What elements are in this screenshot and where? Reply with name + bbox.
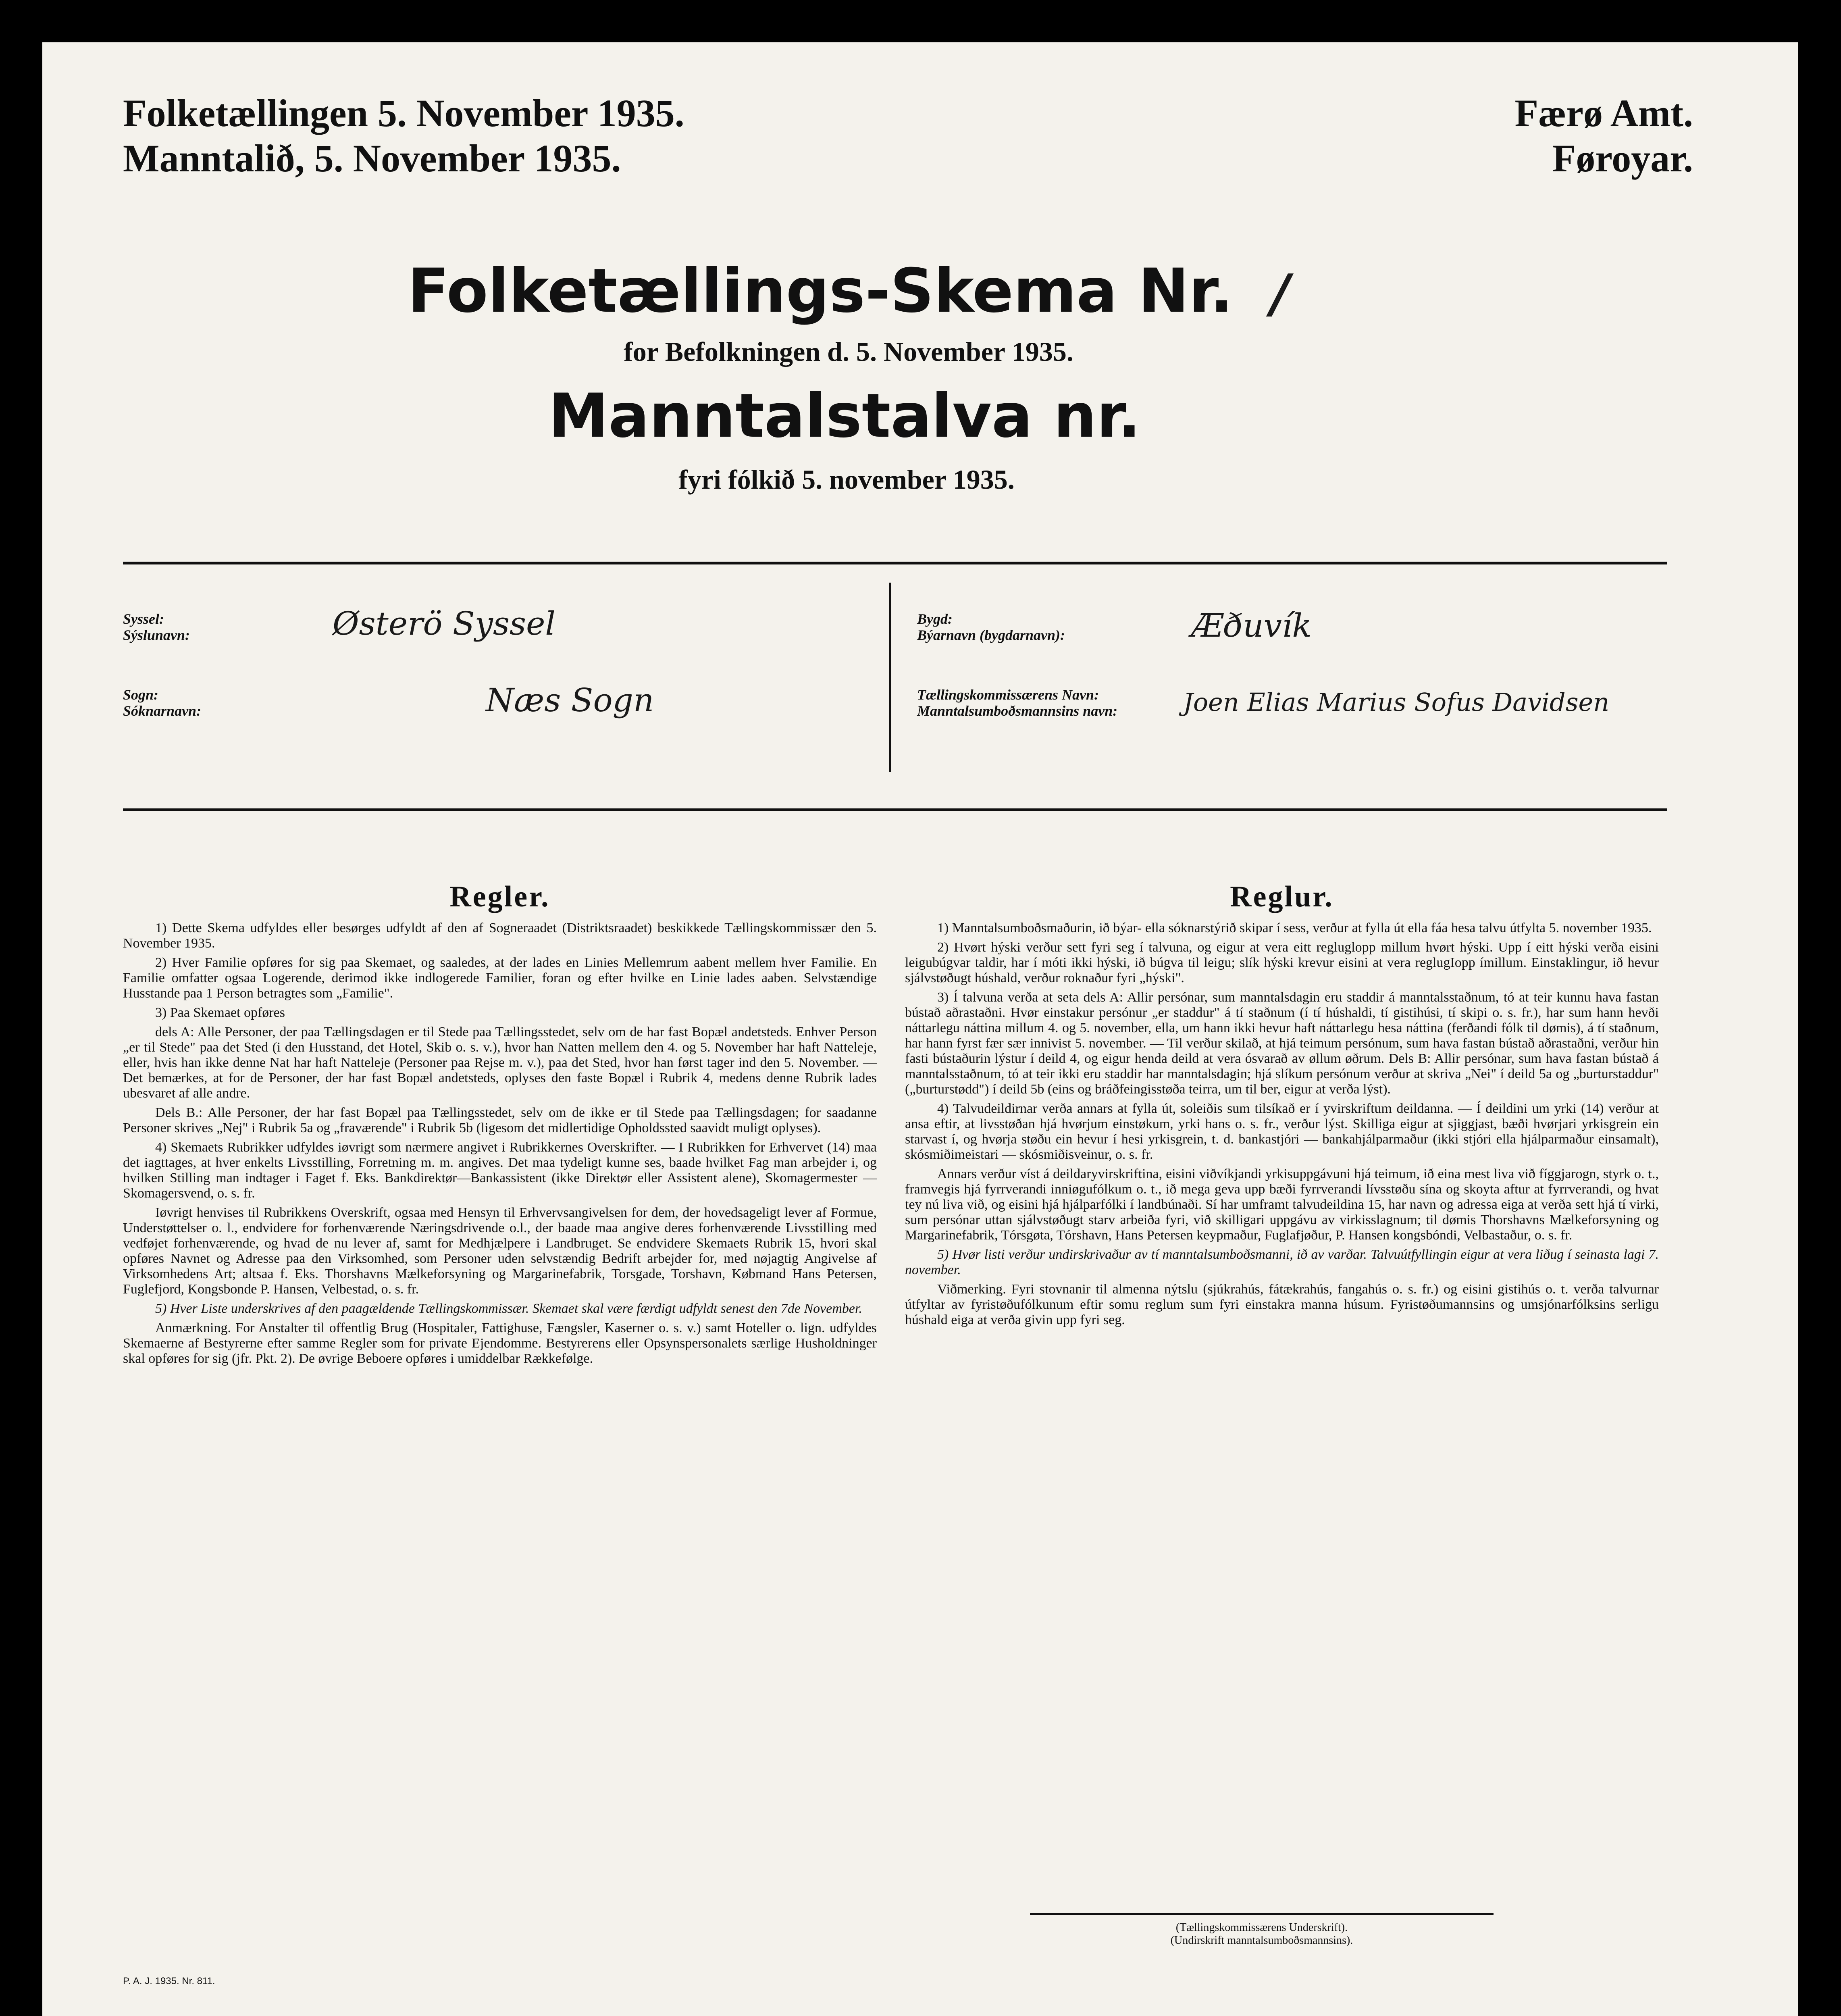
regler-p9: Anmærkning. For Anstalter til offentlig Brug (Hospitaler, Fattighuse, Fængsler, Kaserner o. s. v.) samt Hoteller o. lign. udfyldes Skemaerne af Bestyrerne efter samme Regler som for private Ejendomme. Bestyrerens eller Opsynspersonalets særlige Husholdninger skal opføres for sig (jfr. Pkt. 2). De øvrige Beboere opføres i umiddelbar Rækkefølge.	[123, 1320, 877, 1366]
form-title	[42, 256, 1655, 326]
form-title-text: Folketællings-Skema Nr.	[408, 256, 1233, 326]
reglur-p4: 4) Talvudeildirnar verða annars at fylla út, soleiðis sum tilsíkað er í yvirskriftum deildanna. — Í deildini um yrki (14) verður at ansa eftir, at livsstøðan hjá hvørjum einstøkum, yrki hans o. s. fr., verður lýst. Skilliga eigur at sjiggjast, bæði hvørjari yrkisgrein ein starvast í, og hvørja støðu ein hevur í hesi yrkisgrein, t. d. bankastjóri — bankahjálparmaður (ikki stjóri ella hjálparmaður einsamalt), skósmiðimeistari — skósmiðisveinur, o. s. fr.	[905, 1101, 1659, 1162]
regler-section	[123, 880, 877, 1370]
reglur-heading: Reglur.	[1230, 880, 1334, 913]
reglur-p5: Annars verður víst á deildaryvirskriftina, eisini viðvíkjandi yrkisuppgávuni hjá teimum, ið eina mest liva við fíggjarogn, styrk o. t., framvegis hjá fyrrverandi inniøgufólkum o. t., ið mega geva upp bæði fyrrverandi lívsstøðu sína og skoyta aftur at fyrrverandi, og hvat tey nú liva við, og eisini hjá hjálparfólki í landbúnaði. Sí har umframt talvudeildina 15, har navn og adressa eiga at verða sett hjá tí virki, sum persónar uttan sjálvstøðugt starv arbeiða fyri, við skilligari uppgávu av virkisslagnum; til dømis Thorshavns Mælkeforsyning og Margarinefabrik, Tórsgøta, Tórshavn, Hans Petersen keypmaður, Fuglafjøður, P. Hansen kongsbóndi, Velbastaður, o. s. fr.	[905, 1166, 1659, 1243]
form-subtitle-faroese: fyri fólkið 5. november 1935.	[678, 464, 1015, 495]
signature-caption: (Tællingskommissærens Underskrift). (Undirskrift manntalsumboðsmannsins).	[1170, 1921, 1353, 1947]
field-divider	[889, 583, 891, 772]
kommissaer-label: Tællingskommissærens Navn: Manntalsumboðsmannsins navn:	[917, 687, 1118, 719]
regler-heading: Regler.	[449, 880, 550, 913]
form-title-faroese: Manntalstalva nr.	[548, 381, 1141, 451]
regler-p5: Dels B.: Alle Personer, der har fast Bopæl paa Tællingsstedet, selv om de ikke er til Stede paa Tællingsdagen; for saadanne Personer skrives „Nej" i Rubrik 5a og „fraværende" i Rubrik 5b (ligesom det midlertidige Opholdssted saavidt muligt oplyses).	[123, 1105, 877, 1135]
kommissaer-value: Joen Elias Marius Sofus Davidsen	[1183, 687, 1610, 717]
regler-p3: 3) Paa Skemaet opføres	[155, 1005, 285, 1020]
regler-p6: 4) Skemaets Rubrikker udfyldes iøvrigt som nærmere angivet i Rubrikkernes Overskrifter. — I Rubrikken for Erhvervet (14) maa det iagttages, at hver enkelts Livsstilling, Forretning m. m. angives. Det maa tydeligt kunne ses, baade hvilket Fag man arbejder i, og hvilken Stilling man indtager i Faget f. Eks. Bankdirektør—Bankassistent (ikke Direktør eller Assistent alene), Skomagermester — Skomagersvend, o. s. fr.	[123, 1140, 877, 1201]
reglur-p2: 2) Hvørt hýski verður sett fyri seg í talvuna, og eigur at vera eitt regluglopp millum hvørt hýski. Upp í eitt hýski verða eisini leigubúgvar taldir, har í móti ikki hýski, ið búgva til leigu; slík hýski krevur eisini at vera reglugIopp ímillum. Einstaklingur, ið hevur sjálvstøðugt húshald, verður roknaður fyri „hýski".	[905, 940, 1659, 985]
regler-p7: Iøvrigt henvises til Rubrikkens Overskrift, ogsaa med Hensyn til Erhvervsangivelsen for dem, der hovedsageligt lever af Formue, Understøttelser o. l., endvidere for forhenværende Næringsdrivende o.l., der baade maa angive deres forhenværende Livsstilling med vedføjet forhenværende, og hvad de nu lever af, samt for Medhjælpere i Landbruget. Se endvidere Skemaets Rubrik 15, hvori skal opføres Navnet og Adresse paa den Virksomhed, som Personer uden selvstændig Bedrift arbejder for, med nøjagtig Angivelse af Virksomhedens Art; altsaa f. Eks. Thorshavns Mælkeforsyning og Margarinefabrik, Torsgade, Torshavn, Købmand Hans Petersen, Fuglefjord, Kongsbonde P. Hansen, Velbestad, o. s. fr.	[123, 1205, 877, 1297]
syssel-value: Østerö Syssel	[333, 605, 556, 642]
signature-line	[1030, 1913, 1494, 1915]
header-right-line2: Føroyar.	[1552, 137, 1693, 180]
census-form-page	[42, 42, 1798, 2016]
header-right-line1: Færø Amt.	[1514, 92, 1693, 135]
regler-p1: 1) Dette Skema udfyldes eller besørges udfyldt af den af Sogneraadet (Distriktsraadet) beskikkede Tællingskommissær den 5. November 1935.	[123, 921, 877, 951]
sogn-label: Sogn: Sóknarnavn:	[123, 687, 202, 719]
header-left-line2: Manntalið, 5. November 1935.	[123, 137, 621, 180]
bygd-value: Æðuvík	[1191, 607, 1312, 644]
reglur-p3: 3) Í talvuna verða at seta dels A: Allir persónar, sum manntalsdagin eru staddir á manntalsstaðnum, tó at teir kunnu hava fastan bústað aðrastaðni. Hvør einstakur persónur „er staddur" á tí staðnum (í tí húshaldi, tí gistihúsi, tí skipi o. s. fr.), har sum hann hevði náttarlegu náttina millum 4. og 5. november, ella, um hann ikki hevur haft náttarlegu hesa náttina (ferðandi fólk til dømis), á tí staðnum, har hann fyrst fær sær innivist 5. november. — Til verður skilað, at hjá teimum persónum, sum hava fastan bústað aðrastaðni, verður hin fasti bústaðurin lýstur í deild 4, og eigur henda deild at vera ósvarað av øllum øðrum. Dels B: Allir persónar, sum hava fastan bústað á manntalsstaðnum, tó at teir ikki eru staddir har manntalsdagin; hjá slíkum persónum verður at skriva „Nei" í deild 5a og „burturstaddur" („burturstødd") í deild 5b (eins og bráðfeingisstøða teirra, um til ber, eigur at verða lýst).	[905, 990, 1659, 1097]
syssel-label: Syssel: Sýslunavn:	[123, 611, 190, 643]
form-subtitle-danish: for Befolkningen d. 5. November 1935.	[624, 336, 1073, 367]
reglur-section	[905, 880, 1659, 1332]
bygd-label: Bygd: Býarnavn (bygdarnavn):	[917, 611, 1065, 643]
regler-p2: 2) Hver Familie opføres for sig paa Skemaet, og saaledes, at der lades en Linies Mellemrum aabent mellem hver Familie. En Familie omfatter ogsaa Logerende, derimod ikke indlogerede Familier, foran og efter hvilke en Linie lades aaben. Selvstændige Husstande paa 1 Person betragtes som „Familie".	[123, 955, 877, 1001]
header-left-line1: Folketællingen 5. November 1935.	[123, 92, 684, 135]
top-rule	[123, 562, 1667, 564]
bottom-rule	[123, 808, 1667, 811]
form-number: /	[1270, 262, 1290, 324]
print-mark: P. A. J. 1935. Nr. 811.	[123, 1976, 215, 1987]
sogn-value: Næs Sogn	[486, 681, 654, 719]
reglur-p6: 5) Hvør listi verður undirskrivaður av tí manntalsumboðsmanni, ið av varðar. Talvuútfyllingin eigur at vera liðug í seinasta lagi 7. november.	[905, 1247, 1659, 1277]
reglur-p7: Viðmerking. Fyri stovnanir til almenna nýtslu (sjúkrahús, fátækrahús, fangahús o. s. fr.) og eisini gistihús o. t. verða talvurnar útfyltar av fyristøðufólkunum eftir somu reglum sum fyri einstakra manna húsum. Fyristøðumannsins og umsjónarfólksins serligu húshald eiga at verða givin upp fyri seg.	[905, 1282, 1659, 1327]
regler-p4: dels A: Alle Personer, der paa Tællingsdagen er til Stede paa Tællingsstedet, selv om de har fast Bopæl andetsteds. Enhver Person „er til Stede" paa det Sted (i den Husstand, det Hotel, Skib o. s. v.), hvor han Natten mellem den 4. og 5. November har haft Natteleje, eller, hvis han ikke denne Nat har haft Natteleje (Personer paa Rejse m. v.), paa det Sted, hvor han først tager ind den 5. November. — Det bemærkes, at for de Personer, der har fast Bopæl andetsteds, oplyses den faste Bopæl i Rubrik 4, medens denne Rubrik lades ubesvaret af alle andre.	[123, 1025, 877, 1101]
reglur-p1: 1) Manntalsumboðsmaðurin, ið býar- ella sóknarstýrið skipar í sess, verður at fylla út ella fáa hesa talvu útfylta 5. november 1935.	[937, 921, 1652, 935]
regler-p8: 5) Hver Liste underskrives af den paagældende Tællingskommissær. Skemaet skal være færdigt udfyldt senest den 7de November.	[155, 1301, 862, 1316]
